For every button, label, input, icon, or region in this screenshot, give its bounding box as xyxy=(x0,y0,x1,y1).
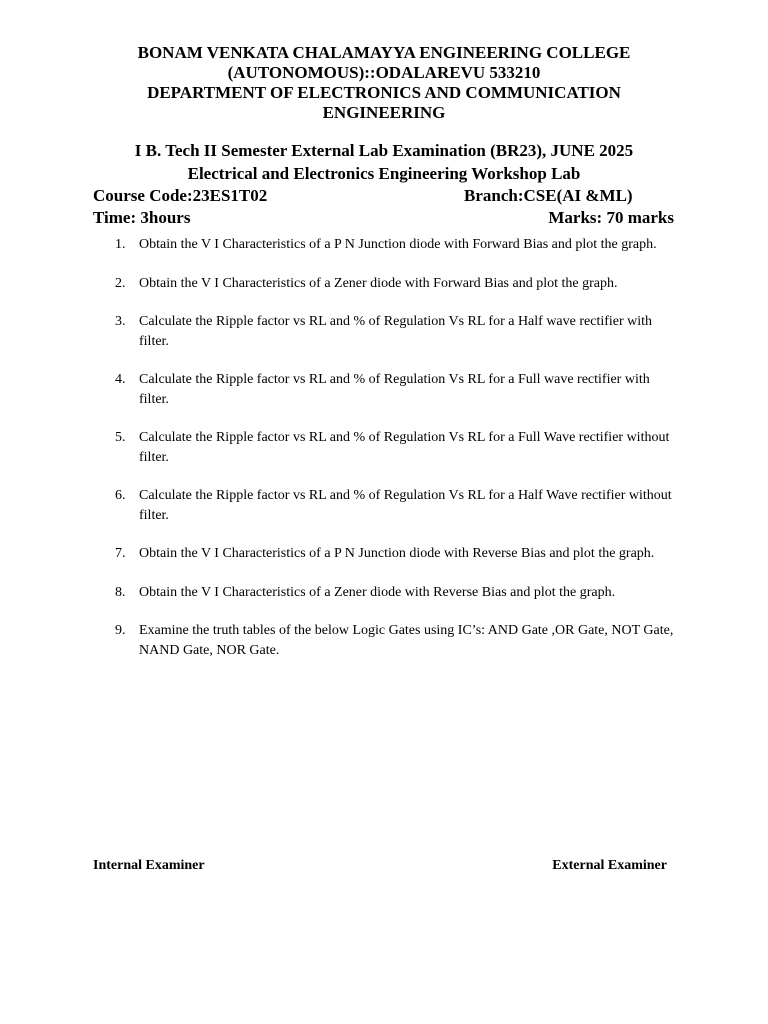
question-number: 1. xyxy=(115,237,126,252)
question-item xyxy=(93,428,683,467)
college-autonomous-address: (AUTONOMOUS)::ODALAREVU 533210 xyxy=(227,63,541,82)
question-number: 2. xyxy=(115,275,126,291)
external-examiner-signature: External Examiner xyxy=(552,858,667,873)
exam-time: Time: 3hours xyxy=(93,208,191,227)
question-item xyxy=(93,235,683,255)
question-number: 5. xyxy=(115,430,126,445)
course-code: Course Code:23ES1T02 xyxy=(93,186,268,205)
internal-examiner-signature: Internal Examiner xyxy=(93,858,205,873)
question-list xyxy=(93,235,683,679)
question-number: 8. xyxy=(115,584,126,600)
question-text: Obtain the V I Characteristics of a Zener diode with Forward Bias and plot the graph. xyxy=(139,275,618,291)
question-item xyxy=(93,274,683,294)
exam-marks: Marks: 70 marks xyxy=(548,208,674,227)
question-text: Calculate the Ripple factor vs RL and % of Regulation Vs RL for a Full Wave rectifier without filter. xyxy=(139,430,670,465)
question-item xyxy=(93,621,683,660)
college-name: BONAM VENKATA CHALAMAYYA ENGINEERING COLLEGE xyxy=(137,43,631,62)
question-text: Obtain the V I Characteristics of a P N Junction diode with Reverse Bias and plot the graph. xyxy=(139,546,655,561)
question-text: Calculate the Ripple factor vs RL and % of Regulation Vs RL for a Full wave rectifier with filter. xyxy=(139,372,650,407)
lab-name: Electrical and Electronics Engineering Workshop Lab xyxy=(187,164,581,183)
question-item xyxy=(93,486,683,525)
department-line-1: DEPARTMENT OF ELECTRONICS AND COMMUNICATION xyxy=(147,83,621,102)
question-number: 3. xyxy=(115,314,126,329)
question-text: Examine the truth tables of the below Logic Gates using IC’s: AND Gate ,OR Gate, NOT Gate, NAND Gate, NOR Gate. xyxy=(139,623,674,658)
question-number: 7. xyxy=(115,546,126,561)
question-number: 6. xyxy=(115,488,126,503)
question-text: Obtain the V I Characteristics of a Zener diode with Reverse Bias and plot the graph. xyxy=(139,584,616,600)
question-number: 4. xyxy=(115,372,126,387)
question-item xyxy=(93,583,683,603)
exam-title: I B. Tech II Semester External Lab Examination (BR23), JUNE 2025 xyxy=(134,141,634,160)
question-text: Obtain the V I Characteristics of a P N Junction diode with Forward Bias and plot the graph. xyxy=(139,237,657,252)
department-line-2: ENGINEERING xyxy=(322,103,446,122)
question-item xyxy=(93,312,683,351)
question-item xyxy=(93,544,683,564)
question-item xyxy=(93,370,683,409)
branch: Branch:CSE(AI &ML) xyxy=(464,186,633,205)
question-text: Calculate the Ripple factor vs RL and % of Regulation Vs RL for a Half Wave rectifier without filter. xyxy=(139,488,672,523)
question-text: Calculate the Ripple factor vs RL and % of Regulation Vs RL for a Half wave rectifier with filter. xyxy=(139,314,653,349)
question-number: 9. xyxy=(115,623,126,638)
